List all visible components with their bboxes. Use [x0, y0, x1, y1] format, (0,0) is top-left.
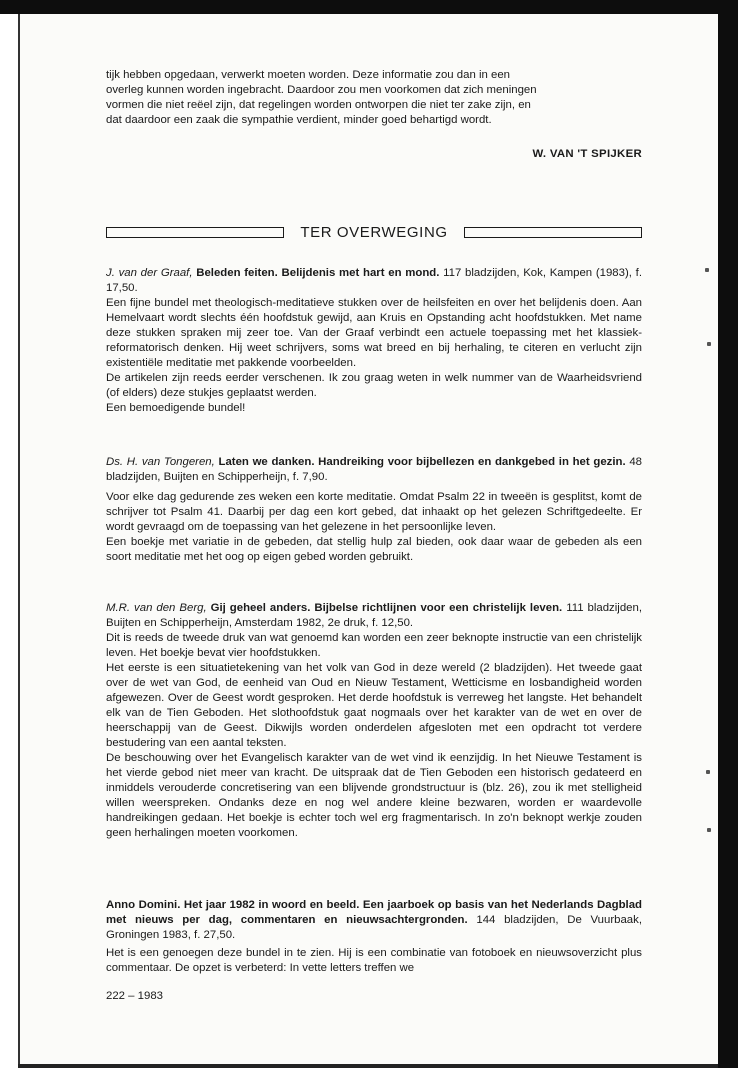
review-van-tongeren [106, 455, 642, 565]
intro-line: dat daardoor een zaak die sympathie verdient, minder goed behartigd wordt. [106, 114, 492, 126]
margin-mark [705, 268, 709, 272]
scan-border-bottom [18, 1064, 718, 1068]
review-citation [106, 898, 642, 943]
review-paragraph: Een fijne bundel met theologisch-meditatieve stukken over de heilsfeiten en over het belijdenis doen. Aan Hemelvaart wordt slechts één hoofdstuk gewijd, aan Kruis en Opstanding acht hoofdstukken. Met name deze stukken spraken mij zeer toe. Van der Graaf verbindt een actuele toepassing met het klassiek-reformatorisch denken. Hij weet schrijvers, soms wat breed en bij herhaling, te citeren en verlucht zijn existentiële meditatie met pakkende voorbeelden. [106, 297, 642, 369]
author-signature: W. VAN 'T SPIJKER [532, 148, 642, 160]
section-title: TER OVERWEGING [300, 223, 448, 241]
review-meta: 144 bladzijden, De Vuurbaak, Groningen 1983, f. 27,50. [106, 914, 642, 941]
review-title: Anno Domini. Het jaar 1982 in woord en beeld. Een jaarboek op basis van het Nederlands Dagblad met nieuws per dag, commentaren en nieuwsachtergronden. [106, 899, 642, 926]
review-citation [106, 455, 642, 485]
review-paragraph: De beschouwing over het Evangelisch karakter van de wet vind ik eenzijdig. In het Nieuwe Testament is het vierde gebod niet meer van kracht. De uitspraak dat de Tien Geboden een historisch gedateerd en inmiddels verouderde concretisering van een blijvende grondstructuur is (blz. 26), zou ik met stelligheid willen weerspreken. Ondanks deze en nog wel andere kleine bezwaren, worden er waardevolle handreikingen gedaan. Het boekje is echter toch wel erg fragmentarisch. In zo'n beknopt werkje zouden geen herhalingen moeten voorkomen. [106, 752, 642, 839]
review-meta: 48 bladzijden, Buijten en Schipperheijn, f. 7,90. [106, 456, 643, 483]
intro-line: vormen die niet reëel zijn, dat regelingen worden ontworpen die niet ter zake zijn, en [106, 99, 531, 111]
review-paragraph: Een bemoedigende bundel! [106, 402, 246, 414]
review-meta: 117 bladzijden, Kok, Kampen (1983), f. 17,50. [106, 267, 642, 294]
review-paragraph: Het is een genoegen deze bundel in te zien. Hij is een combinatie van fotoboek en nieuwsoverzicht plus commentaar. De opzet is verbeterd: In vette letters treffen we [106, 947, 642, 974]
review-meta: 111 bladzijden, Buijten en Schipperheijn, Amsterdam 1982, 2e druk, f. 12,50. [106, 602, 642, 629]
review-van-den-berg [106, 601, 642, 841]
margin-mark [707, 342, 711, 346]
margin-mark [706, 770, 710, 774]
heading-rule-left [106, 227, 284, 238]
review-van-der-graaf [106, 266, 642, 416]
review-author: M.R. van den Berg, [106, 602, 207, 614]
review-citation [106, 601, 642, 631]
heading-rule-right [464, 227, 642, 238]
review-author: Ds. H. van Tongeren, [106, 456, 215, 468]
review-title: Laten we danken. Handreiking voor bijbellezen en dankgebed in het gezin. [218, 456, 626, 468]
review-title: Gij geheel anders. Bijbelse richtlijnen voor een christelijk leven. [210, 602, 563, 614]
review-paragraph: Het eerste is een situatietekening van het volk van God in deze wereld (2 bladzijden). Het tweede gaat over de wet van God, de eenheid van Oud en Nieuw Testament, Wetticisme en losbandigheid worden afgewezen. Over de Geest wordt gesproken. Het derde hoofdstuk is verreweg het langste. Het behandelt elk van de Tien Geboden. Het slothoofdstuk gaat nogmaals over het karakter van de wet en over de heerschappij van de Geest. Dikwijls worden onderdelen afgesloten met een opdracht tot verdere bestudering van een aantal teksten. [106, 662, 642, 749]
review-paragraph: Een boekje met variatie in de gebeden, dat stellig hulp zal bieden, ook daar waar de gebeden als een soort meditatie met het oog op eigen gebed worden gebruikt. [106, 536, 642, 563]
review-paragraph: Dit is reeds de tweede druk van wat genoemd kan worden een zeer beknopte instructie van een christelijk leven. Het boekje bevat vier hoofdstukken. [106, 632, 642, 659]
page-number: 222 – 1983 [106, 990, 164, 1002]
intro-paragraph [106, 68, 642, 128]
review-author: J. van der Graaf, [106, 267, 193, 279]
intro-line: overleg kunnen worden ingebracht. Daardoor zou men voorkomen dat zich meningen [106, 84, 537, 96]
scan-border-right [718, 0, 738, 1068]
review-title: Beleden feiten. Belijdenis met hart en mond. [196, 267, 440, 279]
review-anno-domini [106, 898, 642, 976]
margin-mark [707, 828, 711, 832]
section-heading [106, 222, 642, 242]
review-paragraph: Voor elke dag gedurende zes weken een korte meditatie. Omdat Psalm 22 in tweeën is gesplitst, komt de schrijver tot Psalm 41. Daarbij per dag een kort gebed, dat inhaakt op het gelezen Schriftgedeelte. Er wordt gevraagd om de toepassing van het gelezene in het persoonlijke leven. [106, 491, 642, 533]
review-paragraph: De artikelen zijn reeds eerder verschenen. Ik zou graag weten in welk nummer van de Waarheidsvriend (of elders) deze stukjes geplaatst werden. [106, 372, 642, 399]
intro-line: tijk hebben opgedaan, verwerkt moeten worden. Deze informatie zou dan in een [106, 69, 510, 81]
scan-border-top [0, 0, 738, 14]
review-citation [106, 266, 642, 296]
